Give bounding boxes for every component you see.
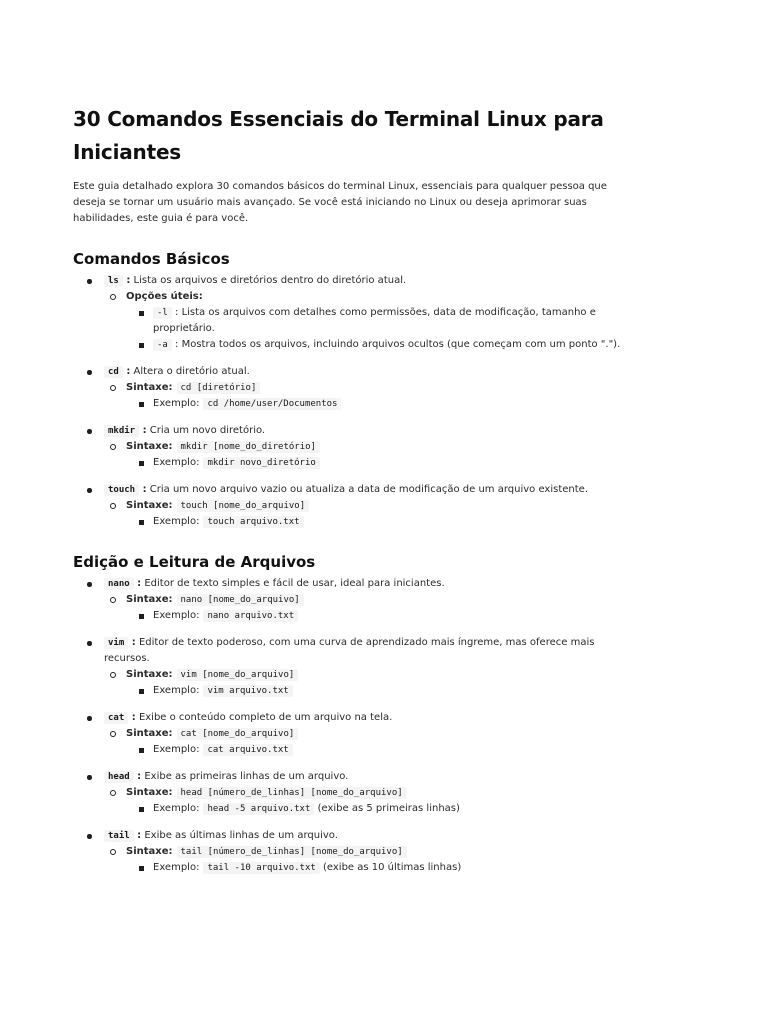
command-item-cat: cat : Exibe o conteúdo completo de um arquivo na tela. Sintaxe: cat [nome_do_arquivo] Exemplo: cat arquivo.txt bbox=[73, 710, 633, 758]
syntax-item bbox=[104, 498, 633, 530]
syntax-item bbox=[104, 439, 633, 471]
example-item bbox=[126, 742, 633, 758]
command-list-basic bbox=[73, 273, 633, 353]
command-description: Editor de texto simples e fácil de usar, ideal para iniciantes. bbox=[144, 578, 445, 589]
command-item-nano: nano : Editor de texto simples e fácil de usar, ideal para iniciantes. Sintaxe: nano [nome_do_arquivo] Exemplo: nano arquivo.txt bbox=[73, 576, 633, 624]
command-description: Editor de texto poderoso, com uma curva de aprendizado mais íngreme, mas oferece mais recursos. bbox=[104, 637, 595, 664]
option-flag: -a bbox=[153, 339, 172, 351]
command-code: touch bbox=[104, 484, 139, 496]
section-heading-edicao-leitura: Edição e Leitura de Arquivos bbox=[73, 553, 316, 571]
example-code: cat arquivo.txt bbox=[203, 744, 292, 756]
example-label: Exemplo: bbox=[153, 685, 200, 696]
example-code: cd /home/user/Documentos bbox=[203, 398, 341, 410]
example-item bbox=[126, 860, 633, 876]
syntax-label: Sintaxe: bbox=[126, 669, 173, 680]
syntax-item bbox=[104, 592, 633, 624]
command-description: Exibe as primeiras linhas de um arquivo. bbox=[144, 771, 349, 782]
syntax-label: Sintaxe: bbox=[126, 728, 173, 739]
command-code: mkdir bbox=[104, 425, 139, 437]
example-item bbox=[126, 801, 633, 817]
command-item-touch: touch : Cria um novo arquivo vazio ou atualiza a data de modificação de um arquivo existente. Sintaxe: touch [nome_do_arquivo] Exemplo: touch arquivo.txt bbox=[73, 482, 633, 530]
options-item bbox=[104, 289, 633, 353]
example-note: (exibe as 10 últimas linhas) bbox=[323, 862, 462, 873]
command-list-editing bbox=[73, 576, 633, 876]
example-label: Exemplo: bbox=[153, 803, 200, 814]
syntax-code: vim [nome_do_arquivo] bbox=[177, 669, 299, 681]
command-code: vim bbox=[104, 637, 128, 649]
syntax-item bbox=[104, 667, 633, 699]
command-item-cd: cd : Altera o diretório atual. Sintaxe: cd [diretório] Exemplo: cd /home/user/Documentos bbox=[73, 364, 633, 412]
command-code: head bbox=[104, 771, 134, 783]
command-item-vim: vim : Editor de texto poderoso, com uma curva de aprendizado mais íngreme, mas oferece mais recursos. Sintaxe: vim [nome_do_arquivo] Exemplo: vim arquivo.txt bbox=[73, 635, 633, 699]
syntax-code: cd [diretório] bbox=[177, 382, 261, 394]
example-item bbox=[126, 455, 633, 471]
option-flag: -l bbox=[153, 307, 172, 319]
syntax-code: head [número_de_linhas] [nome_do_arquivo] bbox=[177, 787, 407, 799]
example-code: head -5 arquivo.txt bbox=[203, 803, 314, 815]
example-item bbox=[126, 396, 633, 412]
example-code: touch arquivo.txt bbox=[203, 516, 303, 528]
syntax-label: Sintaxe: bbox=[126, 787, 173, 798]
example-code: vim arquivo.txt bbox=[203, 685, 292, 697]
syntax-code: mkdir [nome_do_diretório] bbox=[177, 441, 320, 453]
syntax-code: nano [nome_do_arquivo] bbox=[177, 594, 304, 606]
command-description: Exibe o conteúdo completo de um arquivo na tela. bbox=[138, 712, 393, 723]
command-code: ls bbox=[104, 275, 123, 287]
syntax-label: Sintaxe: bbox=[126, 382, 173, 393]
command-item-ls: ls : Lista os arquivos e diretórios dentro do diretório atual. Opções úteis: -l : Lista os arquivos com detalhes como permissões, data de modificação, tamanho e proprietário. -a : Mostra todos os arquivos, incluindo arquivos ocultos (que começam com um ponto "."). bbox=[73, 273, 633, 353]
command-description: Exibe as últimas linhas de um arquivo. bbox=[144, 830, 338, 841]
command-code: cat bbox=[104, 712, 128, 724]
command-item-mkdir: mkdir : Cria um novo diretório. Sintaxe: mkdir [nome_do_diretório] Exemplo: mkdir novo_diretório bbox=[73, 423, 633, 471]
example-label: Exemplo: bbox=[153, 457, 200, 468]
syntax-item bbox=[104, 726, 633, 758]
document-page bbox=[73, 103, 633, 887]
example-label: Exemplo: bbox=[153, 398, 200, 409]
example-label: Exemplo: bbox=[153, 744, 200, 755]
example-label: Exemplo: bbox=[153, 862, 200, 873]
syntax-code: tail [número_de_linhas] [nome_do_arquivo] bbox=[177, 846, 407, 858]
example-note: (exibe as 5 primeiras linhas) bbox=[317, 803, 460, 814]
intro-paragraph: Este guia detalhado explora 30 comandos básicos do terminal Linux, essenciais para qualquer pessoa que deseja se tornar um usuário mais avançado. Se você está iniciando no Linux ou deseja aprimorar suas habilidades, este guia é para você. bbox=[73, 181, 607, 224]
example-item bbox=[126, 514, 633, 530]
syntax-label: Sintaxe: bbox=[126, 500, 173, 511]
example-item bbox=[126, 608, 633, 624]
command-item-tail: tail : Exibe as últimas linhas de um arquivo. Sintaxe: tail [número_de_linhas] [nome_do_arquivo] Exemplo: tail -10 arquivo.txt (exibe as 10 últimas linhas) bbox=[73, 828, 633, 876]
command-description: Altera o diretório atual. bbox=[133, 366, 250, 377]
syntax-item bbox=[104, 785, 633, 817]
syntax-item bbox=[104, 844, 633, 876]
syntax-code: cat [nome_do_arquivo] bbox=[177, 728, 299, 740]
syntax-label: Sintaxe: bbox=[126, 846, 173, 857]
options-label: Opções úteis: bbox=[126, 291, 203, 302]
example-code: tail -10 arquivo.txt bbox=[203, 862, 319, 874]
command-code: cd bbox=[104, 366, 123, 378]
command-description: Cria um novo diretório. bbox=[149, 425, 266, 436]
option-description: : Lista os arquivos com detalhes como permissões, data de modificação, tamanho e proprietário. bbox=[153, 307, 596, 334]
option-item bbox=[126, 337, 633, 353]
example-label: Exemplo: bbox=[153, 516, 200, 527]
option-description: : Mostra todos os arquivos, incluindo arquivos ocultos (que começam com um ponto "."). bbox=[175, 339, 621, 350]
syntax-label: Sintaxe: bbox=[126, 594, 173, 605]
syntax-item bbox=[104, 380, 633, 412]
command-code: tail bbox=[104, 830, 134, 842]
example-code: nano arquivo.txt bbox=[203, 610, 298, 622]
example-label: Exemplo: bbox=[153, 610, 200, 621]
command-list-basic-more bbox=[73, 364, 633, 530]
syntax-label: Sintaxe: bbox=[126, 441, 173, 452]
section-heading-comandos-basicos: Comandos Básicos bbox=[73, 250, 230, 268]
syntax-code: touch [nome_do_arquivo] bbox=[177, 500, 310, 512]
example-item bbox=[126, 683, 633, 699]
option-item bbox=[126, 305, 633, 337]
command-code: nano bbox=[104, 578, 134, 590]
example-code: mkdir novo_diretório bbox=[203, 457, 319, 469]
page-title: 30 Comandos Essenciais do Terminal Linux para Iniciantes bbox=[73, 107, 604, 164]
command-description: Cria um novo arquivo vazio ou atualiza a data de modificação de um arquivo existente. bbox=[149, 484, 588, 495]
command-description: Lista os arquivos e diretórios dentro do diretório atual. bbox=[133, 275, 407, 286]
command-item-head: head : Exibe as primeiras linhas de um arquivo. Sintaxe: head [número_de_linhas] [nome_do_arquivo] Exemplo: head -5 arquivo.txt (exibe as 5 primeiras linhas) bbox=[73, 769, 633, 817]
